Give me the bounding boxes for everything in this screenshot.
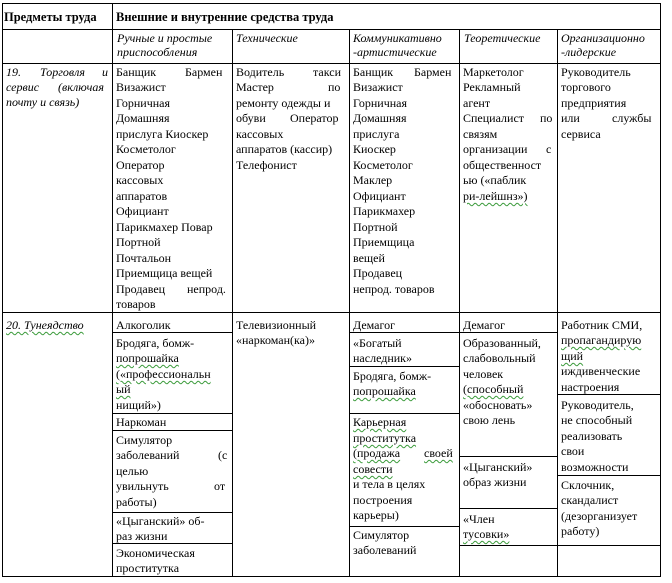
list-item: Приемщица вещей xyxy=(116,266,213,280)
list-item: Карьерная xyxy=(353,415,407,429)
header-subjects: Предметы труда xyxy=(4,10,97,24)
list-item: свои xyxy=(561,444,585,458)
list-item: (продажа xyxy=(353,446,401,460)
list-item: целью xyxy=(116,464,149,478)
list-item: товаров xyxy=(116,297,156,311)
list-item: Бродяга, бомж- xyxy=(353,369,432,383)
rule-r20-c1 xyxy=(112,413,232,414)
list-item: службы xyxy=(612,111,652,125)
list-item: организации xyxy=(463,142,528,156)
list-item: Руководитель, xyxy=(561,398,634,412)
row19-subject: почту и связь) xyxy=(6,95,80,109)
list-item: Домашняя xyxy=(116,111,170,125)
list-item: прислуга Киоскер xyxy=(116,127,209,141)
rule-row-19 xyxy=(2,312,661,313)
list-item: аппаратов (кассир) xyxy=(236,142,333,156)
list-item: «Член xyxy=(463,512,495,526)
list-item: заболеваний xyxy=(116,448,180,462)
list-item: совести xyxy=(353,462,393,476)
rule-col-3 xyxy=(349,29,350,577)
list-item: попрошайка xyxy=(116,351,179,365)
list-item: Руководитель xyxy=(561,65,631,79)
list-item: агент xyxy=(463,96,491,110)
list-item: Алкоголик xyxy=(116,318,171,332)
list-item: образ жизни xyxy=(463,475,527,489)
list-item: щий xyxy=(561,349,584,363)
list-item: Оператор xyxy=(290,111,339,125)
header-col-communicative: Коммуникативно xyxy=(353,31,442,45)
list-item: общественност xyxy=(463,158,542,172)
list-item: Официант xyxy=(116,204,169,218)
header-means: Внешние и внутренние средства труда xyxy=(116,10,334,24)
list-item: увильнуть xyxy=(116,479,169,493)
list-item: ый xyxy=(116,382,131,396)
list-item: тусовки» xyxy=(463,527,510,541)
list-item: Горничная xyxy=(116,96,171,110)
header-col-organizational-2: -лидерские xyxy=(561,45,617,59)
list-item: «Богатый xyxy=(353,336,402,350)
rule-header-1 xyxy=(2,29,661,30)
row19-subject: 19. xyxy=(6,65,21,79)
list-item: Водитель xyxy=(236,65,285,79)
list-item: Телефонист xyxy=(236,158,297,172)
list-item: настроения xyxy=(561,380,620,394)
rule-r20-c3 xyxy=(349,366,459,367)
list-item: проститутка xyxy=(353,431,417,445)
list-item: кассовых xyxy=(236,127,284,141)
list-item: Рекламный xyxy=(463,80,521,94)
list-item: Маклер xyxy=(353,173,393,187)
header-col-hand-tools: Ручные и простые xyxy=(117,31,213,45)
list-item: Образованный, xyxy=(463,336,541,350)
rule-r20-c5 xyxy=(557,475,661,476)
list-item: своей xyxy=(424,446,453,460)
border-top xyxy=(2,3,661,4)
list-item: от xyxy=(214,479,226,493)
list-item: Склочник, xyxy=(561,478,615,492)
row19-subject: Торговля xyxy=(40,65,85,79)
header-col-technical: Технические xyxy=(236,31,298,45)
list-item: Демагог xyxy=(463,318,506,332)
list-item: Маркетолог xyxy=(463,65,524,79)
list-item: и тела в целях xyxy=(353,477,426,491)
list-item: слабовольный xyxy=(463,351,536,365)
list-item: Демагог xyxy=(353,318,396,332)
rule-r20-c3 xyxy=(349,413,459,414)
list-item: заболеваний xyxy=(353,543,417,557)
list-item: такси xyxy=(313,65,341,79)
list-item: Парикмахер xyxy=(353,204,416,218)
list-item: Визажист xyxy=(353,80,403,94)
list-item: пропагандирую xyxy=(561,333,642,347)
list-item: работы) xyxy=(116,495,157,509)
list-item: с xyxy=(546,142,552,156)
list-item: Бродяга, бомж- xyxy=(116,336,195,350)
list-item: раз жизни xyxy=(116,529,168,543)
list-item: возможности xyxy=(561,460,629,474)
list-item: нищий») xyxy=(116,398,161,412)
list-item: Наркоман xyxy=(116,415,167,429)
list-item: работу) xyxy=(561,524,600,538)
list-item: иждивенческие xyxy=(561,364,641,378)
rule-r20-c4 xyxy=(459,545,557,546)
header-col-organizational: Организационно xyxy=(561,31,645,45)
list-item: карьеры) xyxy=(353,508,399,522)
list-item: Симулятор xyxy=(353,528,410,542)
rule-col-2 xyxy=(232,29,233,577)
list-item: кассовых xyxy=(116,173,164,187)
list-item: непрод. товаров xyxy=(353,282,435,296)
list-item: непрод. xyxy=(187,282,226,296)
list-item: «Цыганский» об- xyxy=(116,514,205,528)
list-item: Официант xyxy=(353,189,406,203)
list-item: обуви xyxy=(236,111,266,125)
rule-r20-c1 xyxy=(112,430,232,431)
list-item: Телевизионный xyxy=(236,318,317,332)
header-col-communicative-2: -артистические xyxy=(353,45,437,59)
rule-r20-c5 xyxy=(557,545,661,546)
list-item: по xyxy=(540,111,553,125)
rule-r20-c4 xyxy=(459,456,557,457)
list-item: («профессиональн xyxy=(116,367,211,381)
list-item: вещей xyxy=(353,251,385,265)
list-item: сервиса xyxy=(561,127,601,141)
list-item: «обосновать» xyxy=(463,398,533,412)
list-item: Бармен xyxy=(185,65,223,79)
list-item: по xyxy=(328,80,341,94)
list-item: предприятия xyxy=(561,96,627,110)
list-item: Почтальон xyxy=(116,251,172,265)
header-col-hand-tools-2: приспособления xyxy=(117,45,198,59)
list-item: попрошайка xyxy=(353,384,416,398)
list-item: связям xyxy=(463,127,498,141)
list-item: Банщик xyxy=(353,65,394,79)
row19-subject: и xyxy=(102,65,108,79)
list-item: Парикмахер Повар xyxy=(116,220,213,234)
list-item: Горничная xyxy=(353,96,408,110)
list-item: Банщик xyxy=(116,65,157,79)
list-item: Продавец xyxy=(353,266,403,280)
list-item: Симулятор xyxy=(116,433,173,447)
list-item: Визажист xyxy=(116,80,166,94)
rule-r20-c4 xyxy=(459,508,557,509)
list-item: Оператор xyxy=(116,158,165,172)
list-item: Домашняя xyxy=(353,111,407,125)
rule-col-4 xyxy=(459,29,460,577)
list-item: человек xyxy=(463,367,504,381)
list-item: Бармен xyxy=(414,65,452,79)
border-bottom xyxy=(2,576,661,577)
list-item: Косметолог xyxy=(353,158,413,172)
row20-subject: 20. Тунеядство xyxy=(6,318,84,332)
list-item: реализовать xyxy=(561,429,623,443)
list-item: Портной xyxy=(353,220,398,234)
border-right xyxy=(660,3,661,577)
list-item: (способный xyxy=(463,382,524,396)
list-item: ремонту одежды и xyxy=(236,96,331,110)
row19-subject: (включая xyxy=(58,80,104,94)
rule-header-2 xyxy=(2,63,661,64)
list-item: Приемщица xyxy=(353,235,415,249)
list-item: прислуга xyxy=(353,127,400,141)
list-item: Экономическая xyxy=(116,546,195,560)
rule-col-5 xyxy=(557,29,558,577)
list-item: наследник» xyxy=(353,351,413,365)
list-item: проститутка xyxy=(116,561,180,575)
row19-subject: сервис xyxy=(6,80,40,94)
rule-col-1 xyxy=(112,3,113,577)
list-item: ью («паблик xyxy=(463,173,527,187)
list-item: торгового xyxy=(561,80,611,94)
list-item: (дезорганизует xyxy=(561,509,638,523)
rule-r20-c3 xyxy=(349,526,459,527)
list-item: Мастер xyxy=(236,80,274,94)
list-item: Работник СМИ, xyxy=(561,318,643,332)
list-item: Продавец xyxy=(116,282,166,296)
list-item: скандалист xyxy=(561,493,619,507)
header-col-theoretical: Теоретические xyxy=(464,31,541,45)
border-left xyxy=(2,3,3,577)
list-item: не способный xyxy=(561,413,633,427)
list-item: «наркоман(ка)» xyxy=(236,333,315,347)
list-item: Портной xyxy=(116,235,161,249)
list-item: Киоскер xyxy=(353,142,396,156)
list-item: (с xyxy=(218,448,228,462)
rule-r20-c1 xyxy=(112,512,232,513)
list-item: свою лень xyxy=(463,413,516,427)
list-item: аппаратов xyxy=(116,189,168,203)
list-item: «Цыганский» xyxy=(463,460,533,474)
list-item: Специалист xyxy=(463,111,525,125)
list-item: ри-лейшнз») xyxy=(463,189,528,203)
list-item: построения xyxy=(353,493,413,507)
list-item: Косметолог xyxy=(116,142,176,156)
list-item: или xyxy=(561,111,580,125)
